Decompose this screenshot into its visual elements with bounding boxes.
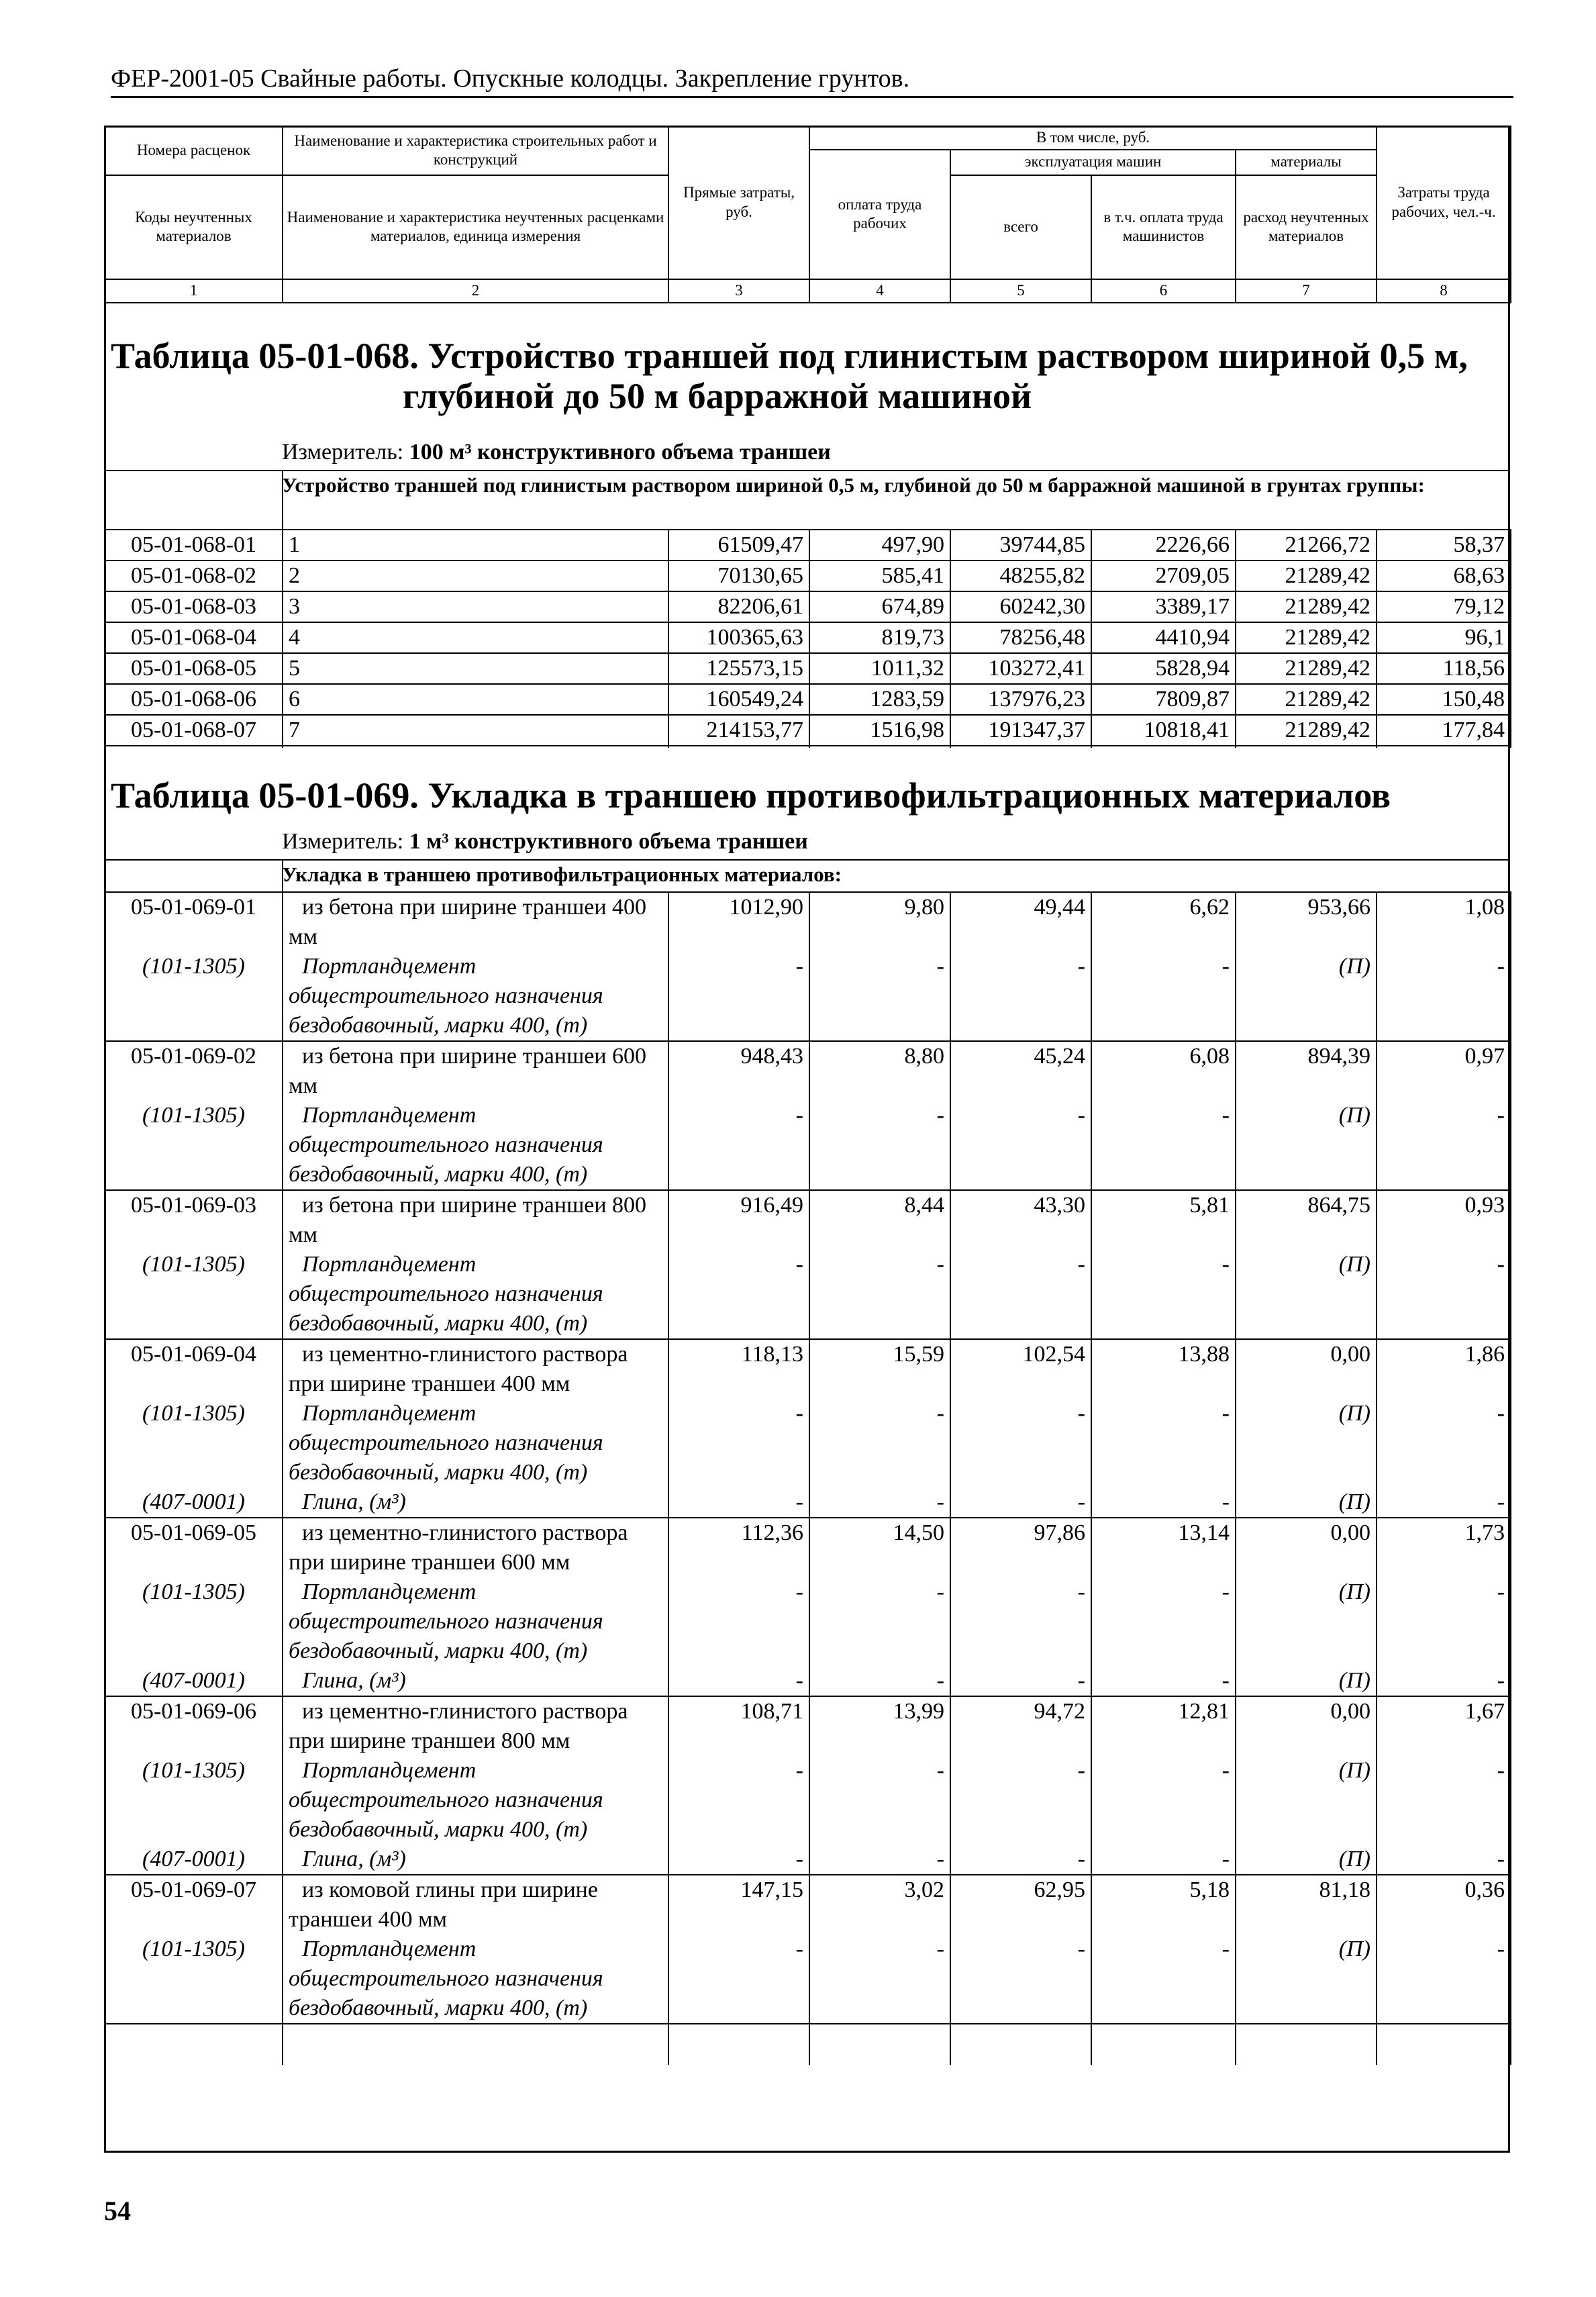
value-cell: 96,1	[1377, 622, 1511, 653]
dash-cell: -	[668, 1756, 809, 1845]
value-cell: 177,84	[1377, 715, 1511, 746]
rate-code: 05-01-069-06	[105, 1696, 283, 1756]
col-number: 2	[283, 279, 668, 303]
value-cell: 21289,42	[1236, 622, 1377, 653]
dash-cell: -	[1091, 1935, 1236, 2024]
unaccounted-mark: (П)	[1236, 1845, 1377, 1875]
value-cell: 1011,32	[809, 653, 950, 684]
rate-code: 05-01-068-06	[105, 684, 283, 715]
dash-cell: -	[1377, 1756, 1511, 1845]
soil-group: 2	[283, 560, 668, 591]
material-name: Глина, (м³)	[283, 1666, 668, 1696]
header-work-name: Наименование и характеристика строительных работ и конструкций	[283, 126, 668, 175]
value-cell: 0,00	[1236, 1696, 1377, 1756]
value-cell: 100365,63	[668, 622, 809, 653]
value-cell: 94,72	[950, 1696, 1091, 1756]
header-machines: эксплуатация машин	[950, 150, 1236, 175]
table-end	[105, 2024, 1511, 2065]
dash-cell: -	[1377, 1101, 1511, 1190]
unaccounted-mark: (П)	[1236, 1487, 1377, 1518]
dash-cell: -	[668, 1935, 809, 2024]
header-including: В том числе, руб.	[809, 126, 1377, 150]
value-cell: 0,00	[1236, 1339, 1377, 1399]
work-description: из цементно-глинистого раствора при ширине траншеи 800 мм	[283, 1696, 668, 1756]
dash-cell: -	[1091, 1845, 1236, 1875]
empty-cell	[1377, 2024, 1511, 2065]
dash-cell: -	[1091, 1399, 1236, 1487]
work-description: из бетона при ширине траншеи 800 мм	[283, 1190, 668, 1250]
value-cell: 3389,17	[1091, 591, 1236, 622]
empty-cell	[950, 2024, 1091, 2065]
rate-code: 05-01-068-03	[105, 591, 283, 622]
material-code: (101-1305)	[105, 1756, 283, 1845]
dash-cell: -	[668, 952, 809, 1041]
value-cell: 68,63	[1377, 560, 1511, 591]
soil-group: 4	[283, 622, 668, 653]
value-cell: 118,13	[668, 1339, 809, 1399]
dash-cell: -	[1091, 952, 1236, 1041]
value-cell: 6,08	[1091, 1041, 1236, 1101]
rate-code: 05-01-068-01	[105, 530, 283, 560]
table-069-subheader: Укладка в траншею противофильтрационных материалов:	[282, 863, 842, 886]
dash-cell: -	[668, 1399, 809, 1487]
value-cell: 9,80	[809, 892, 950, 952]
value-cell: 79,12	[1377, 591, 1511, 622]
value-cell: 10818,41	[1091, 715, 1236, 746]
value-cell: 147,15	[668, 1875, 809, 1935]
dash-cell: -	[809, 1935, 950, 2024]
material-name: Портландцемент общестроительного назначения бездобавочный, марки 400, (т)	[283, 1399, 668, 1487]
empty-cell	[668, 2024, 809, 2065]
material-code: (407-0001)	[105, 1845, 283, 1875]
empty-cell	[1236, 2024, 1377, 2065]
dash-cell: -	[809, 1487, 950, 1518]
table-row	[105, 892, 1511, 952]
rate-code: 05-01-069-03	[105, 1190, 283, 1250]
unaccounted-mark: (П)	[1236, 1666, 1377, 1696]
value-cell: 81,18	[1236, 1875, 1377, 1935]
col-number: 8	[1377, 279, 1511, 303]
material-code: (101-1305)	[105, 1935, 283, 2024]
dash-cell: -	[668, 1101, 809, 1190]
value-cell: 191347,37	[950, 715, 1091, 746]
unaccounted-mark: (П)	[1236, 1935, 1377, 2024]
dash-cell: -	[668, 1487, 809, 1518]
value-cell: 61509,47	[668, 530, 809, 560]
rate-code: 05-01-069-04	[105, 1339, 283, 1399]
value-cell: 1,08	[1377, 892, 1511, 952]
dash-cell: -	[809, 1577, 950, 1666]
value-cell: 3,02	[809, 1875, 950, 1935]
work-description: из цементно-глинистого раствора при ширине траншеи 400 мм	[283, 1339, 668, 1399]
rate-code: 05-01-069-02	[105, 1041, 283, 1101]
material-row	[105, 1399, 1511, 1487]
rate-code: 05-01-068-07	[105, 715, 283, 746]
value-cell: 948,43	[668, 1041, 809, 1101]
material-row	[105, 1487, 1511, 1518]
dash-cell: -	[668, 1577, 809, 1666]
value-cell: 4410,94	[1091, 622, 1236, 653]
header-labor-pay: оплата труда рабочих	[809, 150, 950, 279]
empty-cell	[105, 2024, 283, 2065]
header-labor-costs: Затраты труда рабочих, чел.-ч.	[1377, 126, 1511, 279]
soil-group: 7	[283, 715, 668, 746]
header-materials: материалы	[1236, 150, 1377, 175]
divider	[104, 470, 1510, 471]
material-name: Глина, (м³)	[283, 1487, 668, 1518]
table-row	[105, 622, 1511, 653]
unaccounted-mark: (П)	[1236, 952, 1377, 1041]
value-cell: 137976,23	[950, 684, 1091, 715]
dash-cell: -	[1377, 1666, 1511, 1696]
value-cell: 2709,05	[1091, 560, 1236, 591]
value-cell: 1,67	[1377, 1696, 1511, 1756]
rate-code: 05-01-069-07	[105, 1875, 283, 1935]
material-row	[105, 1577, 1511, 1666]
value-cell: 60242,30	[950, 591, 1091, 622]
table-068-title-line2: глубиной до 50 м барражной машиной	[403, 376, 1032, 416]
rate-code: 05-01-069-01	[105, 892, 283, 952]
table-068-subheader: Устройство траншей под глинистым раствором шириной 0,5 м, глубиной до 50 м барражной машиной в грунтах группы:	[282, 473, 1425, 497]
dash-cell: -	[1091, 1101, 1236, 1190]
value-cell: 1,86	[1377, 1339, 1511, 1399]
col-number: 1	[105, 279, 283, 303]
header-material-consumption: расход неучтенных материалов	[1236, 175, 1377, 279]
material-name: Глина, (м³)	[283, 1845, 668, 1875]
value-cell: 0,36	[1377, 1875, 1511, 1935]
value-cell: 14,50	[809, 1518, 950, 1577]
material-code: (407-0001)	[105, 1487, 283, 1518]
dash-cell: -	[950, 1666, 1091, 1696]
value-cell: 21266,72	[1236, 530, 1377, 560]
dash-cell: -	[1377, 1250, 1511, 1339]
header-operators-pay: в т.ч. оплата труда машинистов	[1091, 175, 1236, 279]
dash-cell: -	[950, 1487, 1091, 1518]
value-cell: 21289,42	[1236, 591, 1377, 622]
table-069	[104, 891, 1511, 2065]
dash-cell: -	[950, 1756, 1091, 1845]
dash-cell: -	[668, 1666, 809, 1696]
value-cell: 39744,85	[950, 530, 1091, 560]
value-cell: 15,59	[809, 1339, 950, 1399]
unaccounted-mark: (П)	[1236, 1399, 1377, 1487]
value-cell: 21289,42	[1236, 715, 1377, 746]
dash-cell: -	[668, 1250, 809, 1339]
material-code: (101-1305)	[105, 1101, 283, 1190]
page-number: 54	[104, 2196, 131, 2226]
value-cell: 21289,42	[1236, 684, 1377, 715]
value-cell: 13,88	[1091, 1339, 1236, 1399]
table-row	[105, 1339, 1511, 1399]
value-cell: 160549,24	[668, 684, 809, 715]
dash-cell: -	[809, 1845, 950, 1875]
dash-cell: -	[950, 1935, 1091, 2024]
table-row	[105, 1041, 1511, 1101]
value-cell: 103272,41	[950, 653, 1091, 684]
work-description: из цементно-глинистого раствора при ширине траншеи 600 мм	[283, 1518, 668, 1577]
table-row	[105, 560, 1511, 591]
dash-cell: -	[809, 1101, 950, 1190]
document-title: ФЕР-2001-05 Свайные работы. Опускные колодцы. Закрепление грунтов.	[111, 64, 1513, 98]
empty-cell	[1091, 2024, 1236, 2065]
material-row	[105, 1756, 1511, 1845]
dash-cell: -	[1091, 1666, 1236, 1696]
dash-cell: -	[1091, 1487, 1236, 1518]
value-cell: 1516,98	[809, 715, 950, 746]
header-material-name: Наименование и характеристика неучтенных расценками материалов, единица измерения	[283, 175, 668, 279]
material-name: Портландцемент общестроительного назначения бездобавочный, марки 400, (т)	[283, 952, 668, 1041]
table-row	[105, 530, 1511, 560]
value-cell: 82206,61	[668, 591, 809, 622]
value-cell: 21289,42	[1236, 653, 1377, 684]
material-row	[105, 1101, 1511, 1190]
value-cell: 112,36	[668, 1518, 809, 1577]
table-069-title: Таблица 05-01-069. Укладка в траншею противофильтрационных материалов	[111, 775, 1391, 816]
table-068	[104, 529, 1511, 748]
dash-cell: -	[950, 1101, 1091, 1190]
material-name: Портландцемент общестроительного назначения бездобавочный, марки 400, (т)	[283, 1577, 668, 1666]
table-row	[105, 684, 1511, 715]
unaccounted-mark: (П)	[1236, 1101, 1377, 1190]
value-cell: 49,44	[950, 892, 1091, 952]
dash-cell: -	[809, 1399, 950, 1487]
col-number: 3	[668, 279, 809, 303]
table-row	[105, 1875, 1511, 1935]
value-cell: 8,80	[809, 1041, 950, 1101]
material-name: Портландцемент общестроительного назначения бездобавочный, марки 400, (т)	[283, 1935, 668, 2024]
dash-cell: -	[1091, 1577, 1236, 1666]
value-cell: 5,81	[1091, 1190, 1236, 1250]
value-cell: 13,14	[1091, 1518, 1236, 1577]
value-cell: 8,44	[809, 1190, 950, 1250]
table-row	[105, 591, 1511, 622]
table-row	[105, 1190, 1511, 1250]
value-cell: 674,89	[809, 591, 950, 622]
value-cell: 214153,77	[668, 715, 809, 746]
dash-cell: -	[1377, 1487, 1511, 1518]
column-header-table	[104, 126, 1511, 303]
value-cell: 12,81	[1091, 1696, 1236, 1756]
dash-cell: -	[809, 1250, 950, 1339]
soil-group: 6	[283, 684, 668, 715]
work-description: из бетона при ширине траншеи 600 мм	[283, 1041, 668, 1101]
value-cell: 150,48	[1377, 684, 1511, 715]
unaccounted-mark: (П)	[1236, 1577, 1377, 1666]
dash-cell: -	[950, 1250, 1091, 1339]
header-machines-total: всего	[950, 175, 1091, 279]
value-cell: 62,95	[950, 1875, 1091, 1935]
material-row	[105, 1666, 1511, 1696]
material-code: (101-1305)	[105, 1250, 283, 1339]
dash-cell: -	[1091, 1756, 1236, 1845]
col-number: 5	[950, 279, 1091, 303]
material-row	[105, 1845, 1511, 1875]
value-cell: 102,54	[950, 1339, 1091, 1399]
empty-cell	[283, 2024, 668, 2065]
value-cell: 108,71	[668, 1696, 809, 1756]
value-cell: 43,30	[950, 1190, 1091, 1250]
value-cell: 894,39	[1236, 1041, 1377, 1101]
value-cell: 916,49	[668, 1190, 809, 1250]
soil-group: 1	[283, 530, 668, 560]
material-row	[105, 952, 1511, 1041]
dash-cell: -	[1377, 1935, 1511, 2024]
dash-cell: -	[950, 1577, 1091, 1666]
material-code: (101-1305)	[105, 952, 283, 1041]
value-cell: 0,97	[1377, 1041, 1511, 1101]
value-cell: 5828,94	[1091, 653, 1236, 684]
value-cell: 0,93	[1377, 1190, 1511, 1250]
value-cell: 0,00	[1236, 1518, 1377, 1577]
value-cell: 21289,42	[1236, 560, 1377, 591]
soil-group: 3	[283, 591, 668, 622]
soil-group: 5	[283, 653, 668, 684]
value-cell: 953,66	[1236, 892, 1377, 952]
dash-cell: -	[1377, 1577, 1511, 1666]
value-cell: 125573,15	[668, 653, 809, 684]
value-cell: 585,41	[809, 560, 950, 591]
dash-cell: -	[668, 1845, 809, 1875]
rate-code: 05-01-068-02	[105, 560, 283, 591]
value-cell: 97,86	[950, 1518, 1091, 1577]
material-row	[105, 1250, 1511, 1339]
value-cell: 1,73	[1377, 1518, 1511, 1577]
material-name: Портландцемент общестроительного назначения бездобавочный, марки 400, (т)	[283, 1756, 668, 1845]
value-cell: 70130,65	[668, 560, 809, 591]
value-cell: 48255,82	[950, 560, 1091, 591]
dash-cell: -	[809, 1666, 950, 1696]
value-cell: 7809,87	[1091, 684, 1236, 715]
unaccounted-mark: (П)	[1236, 1756, 1377, 1845]
value-cell: 13,99	[809, 1696, 950, 1756]
dash-cell: -	[1377, 1399, 1511, 1487]
value-cell: 819,73	[809, 622, 950, 653]
dash-cell: -	[950, 1399, 1091, 1487]
material-name: Портландцемент общестроительного назначения бездобавочный, марки 400, (т)	[283, 1101, 668, 1190]
value-cell: 1283,59	[809, 684, 950, 715]
table-068-measure: Измеритель: 100 м³ конструктивного объема траншеи	[282, 440, 831, 465]
rate-code: 05-01-069-05	[105, 1518, 283, 1577]
dash-cell: -	[950, 1845, 1091, 1875]
col-number: 4	[809, 279, 950, 303]
material-code: (101-1305)	[105, 1399, 283, 1487]
value-cell: 5,18	[1091, 1875, 1236, 1935]
dash-cell: -	[1377, 1845, 1511, 1875]
header-codes: Коды неучтенных материалов	[105, 175, 283, 279]
header-rate-numbers: Номера расценок	[105, 126, 283, 175]
dash-cell: -	[950, 952, 1091, 1041]
empty-cell	[809, 2024, 950, 2065]
work-description: из бетона при ширине траншеи 400 мм	[283, 892, 668, 952]
value-cell: 58,37	[1377, 530, 1511, 560]
table-row	[105, 653, 1511, 684]
dash-cell: -	[809, 1756, 950, 1845]
table-row	[105, 1696, 1511, 1756]
value-cell: 864,75	[1236, 1190, 1377, 1250]
value-cell: 78256,48	[950, 622, 1091, 653]
material-code: (407-0001)	[105, 1666, 283, 1696]
table-row	[105, 715, 1511, 746]
col-number: 6	[1091, 279, 1236, 303]
material-code: (101-1305)	[105, 1577, 283, 1666]
rate-code: 05-01-068-05	[105, 653, 283, 684]
value-cell: 6,62	[1091, 892, 1236, 952]
value-cell: 45,24	[950, 1041, 1091, 1101]
rate-code: 05-01-068-04	[105, 622, 283, 653]
col-number: 7	[1236, 279, 1377, 303]
unaccounted-mark: (П)	[1236, 1250, 1377, 1339]
dash-cell: -	[809, 952, 950, 1041]
header-direct-costs: Прямые затраты, руб.	[668, 126, 809, 279]
dash-cell: -	[1377, 952, 1511, 1041]
material-name: Портландцемент общестроительного назначения бездобавочный, марки 400, (т)	[283, 1250, 668, 1339]
value-cell: 2226,66	[1091, 530, 1236, 560]
value-cell: 497,90	[809, 530, 950, 560]
table-069-measure: Измеритель: 1 м³ конструктивного объема траншеи	[282, 829, 808, 854]
value-cell: 1012,90	[668, 892, 809, 952]
table-068-title-line1: Таблица 05-01-068. Устройство траншей под глинистым раствором шириной 0,5 м,	[111, 336, 1468, 376]
material-row	[105, 1935, 1511, 2024]
dash-cell: -	[1091, 1250, 1236, 1339]
divider	[104, 859, 1510, 861]
table-row	[105, 1518, 1511, 1577]
value-cell: 118,56	[1377, 653, 1511, 684]
work-description: из комовой глины при ширине траншеи 400 мм	[283, 1875, 668, 1935]
